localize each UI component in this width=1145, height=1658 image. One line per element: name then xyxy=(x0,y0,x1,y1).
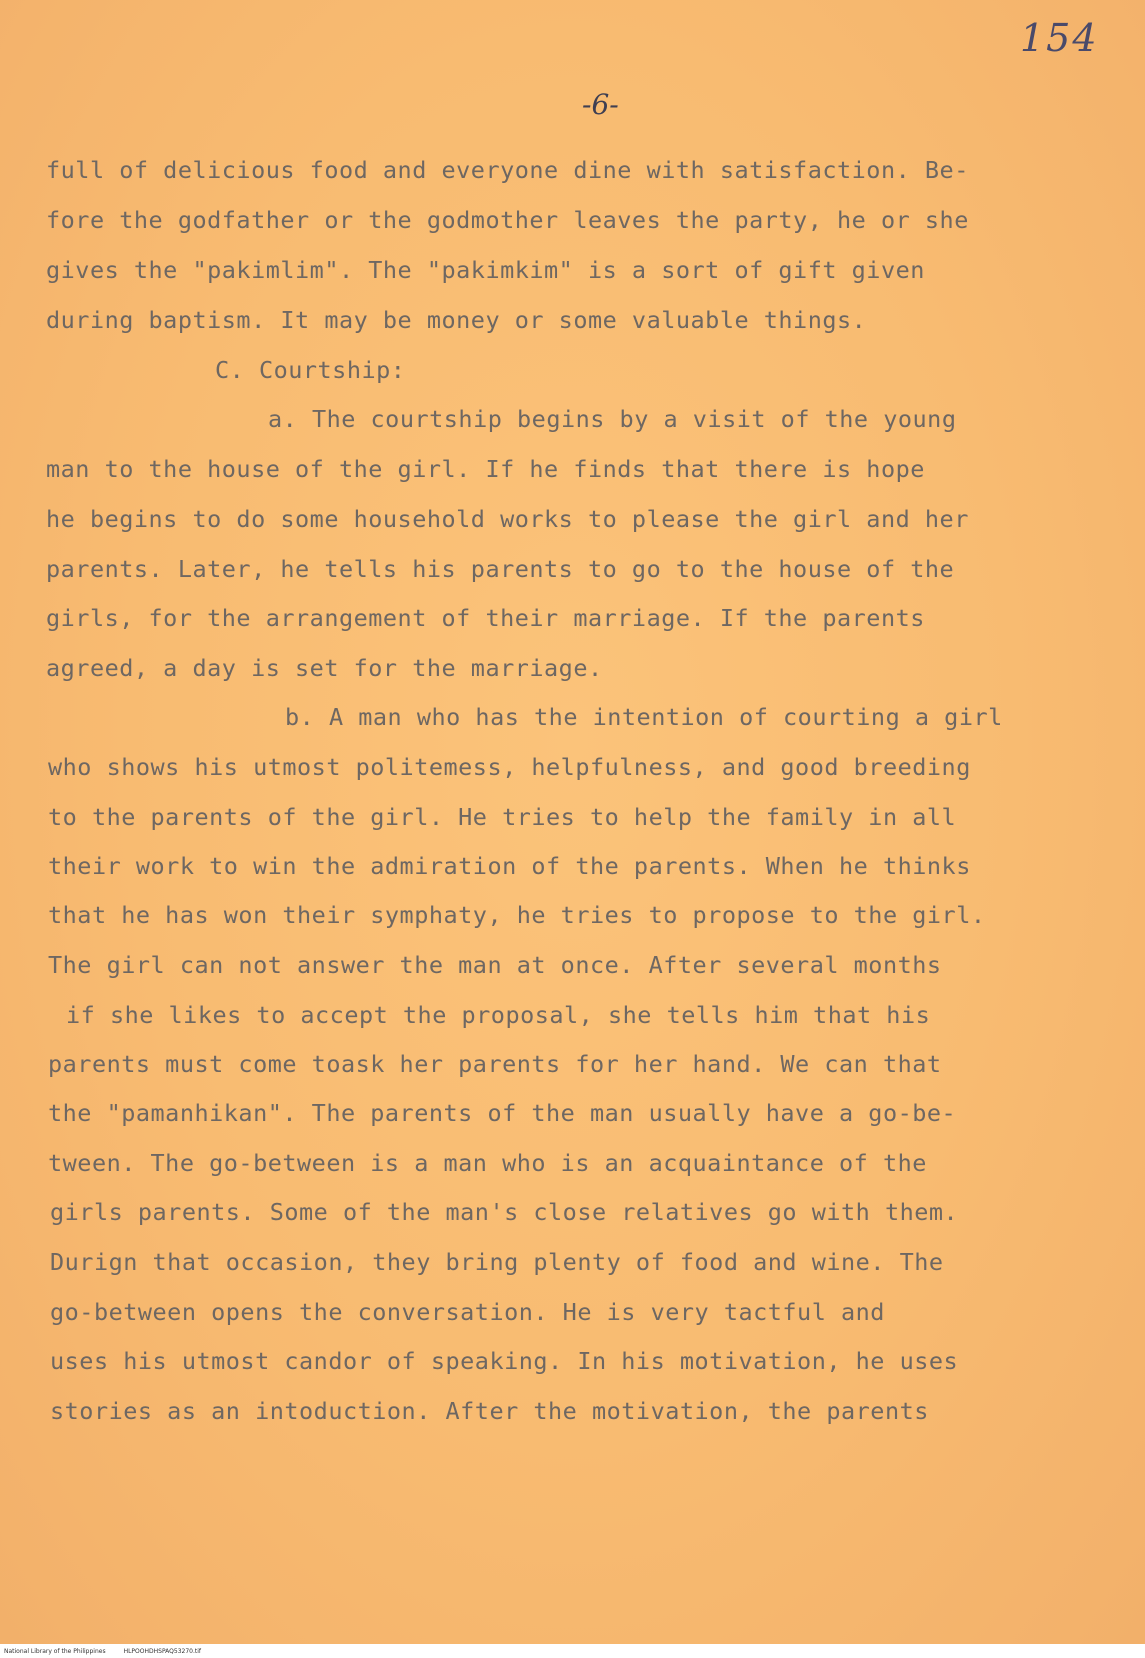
page-number: -6- xyxy=(582,88,619,121)
text-line: that he has won their symphaty, he tries to propose to the girl. xyxy=(48,901,986,929)
text-line: who shows his utmost politemess, helpfulness, and good breeding xyxy=(48,753,971,781)
text-line: to the parents of the girl. He tries to help the family in all xyxy=(48,803,957,831)
text-line: go-between opens the conversation. He is very tactful and xyxy=(50,1298,885,1326)
text-line: the "pamanhikan". The parents of the man usually have a go-be- xyxy=(48,1099,957,1127)
text-line: man to the house of the girl. If he finds that there is hope xyxy=(46,455,925,483)
text-line: Durign that occasion, they bring plenty of food and wine. The xyxy=(50,1248,944,1276)
text-line: parents. Later, he tells his parents to go to the house of the xyxy=(46,555,955,583)
text-line: full of delicious food and everyone dine with satisfaction. Be- xyxy=(46,156,969,184)
text-line: b. A man who has the intention of courting a girl xyxy=(285,703,1003,731)
text-line: girls, for the arrangement of their marriage. If the parents xyxy=(46,604,925,632)
text-line: their work to win the admiration of the parents. When he thinks xyxy=(48,852,971,880)
section-heading: C. Courtship: xyxy=(215,356,406,384)
text-line: if she likes to accept the proposal, she tells him that his xyxy=(66,1001,931,1029)
scan-footer xyxy=(0,1646,1145,1658)
text-line: gives the "pakimlim". The "pakimkim" is a sort of gift given xyxy=(46,256,925,284)
text-line: fore the godfather or the godmother leaves the party, he or she xyxy=(46,206,969,234)
text-line: The girl can not answer the man at once. After several months xyxy=(48,951,942,979)
folio-number: 154 xyxy=(1020,16,1099,60)
footer-file-id: HLPOOHDHSPAQ53270.tif xyxy=(123,1648,202,1655)
text-line: stories as an intoduction. After the motivation, the parents xyxy=(50,1397,929,1425)
text-line: he begins to do some household works to please the girl and her xyxy=(46,505,969,533)
text-line: agreed, a day is set for the marriage. xyxy=(46,654,603,682)
footer-library: National Library of the Philippines xyxy=(4,1648,106,1655)
text-line: girls parents. Some of the man's close relatives go with them. xyxy=(50,1198,959,1226)
text-line: parents must come toask her parents for her hand. We can that xyxy=(48,1050,942,1078)
text-line: uses his utmost candor of speaking. In his motivation, he uses xyxy=(50,1347,959,1375)
text-line: a. The courtship begins by a visit of the young xyxy=(268,405,957,433)
text-line: during baptism. It may be money or some valuable things. xyxy=(46,306,867,334)
text-line: tween. The go-between is a man who is an acquaintance of the xyxy=(48,1149,927,1177)
